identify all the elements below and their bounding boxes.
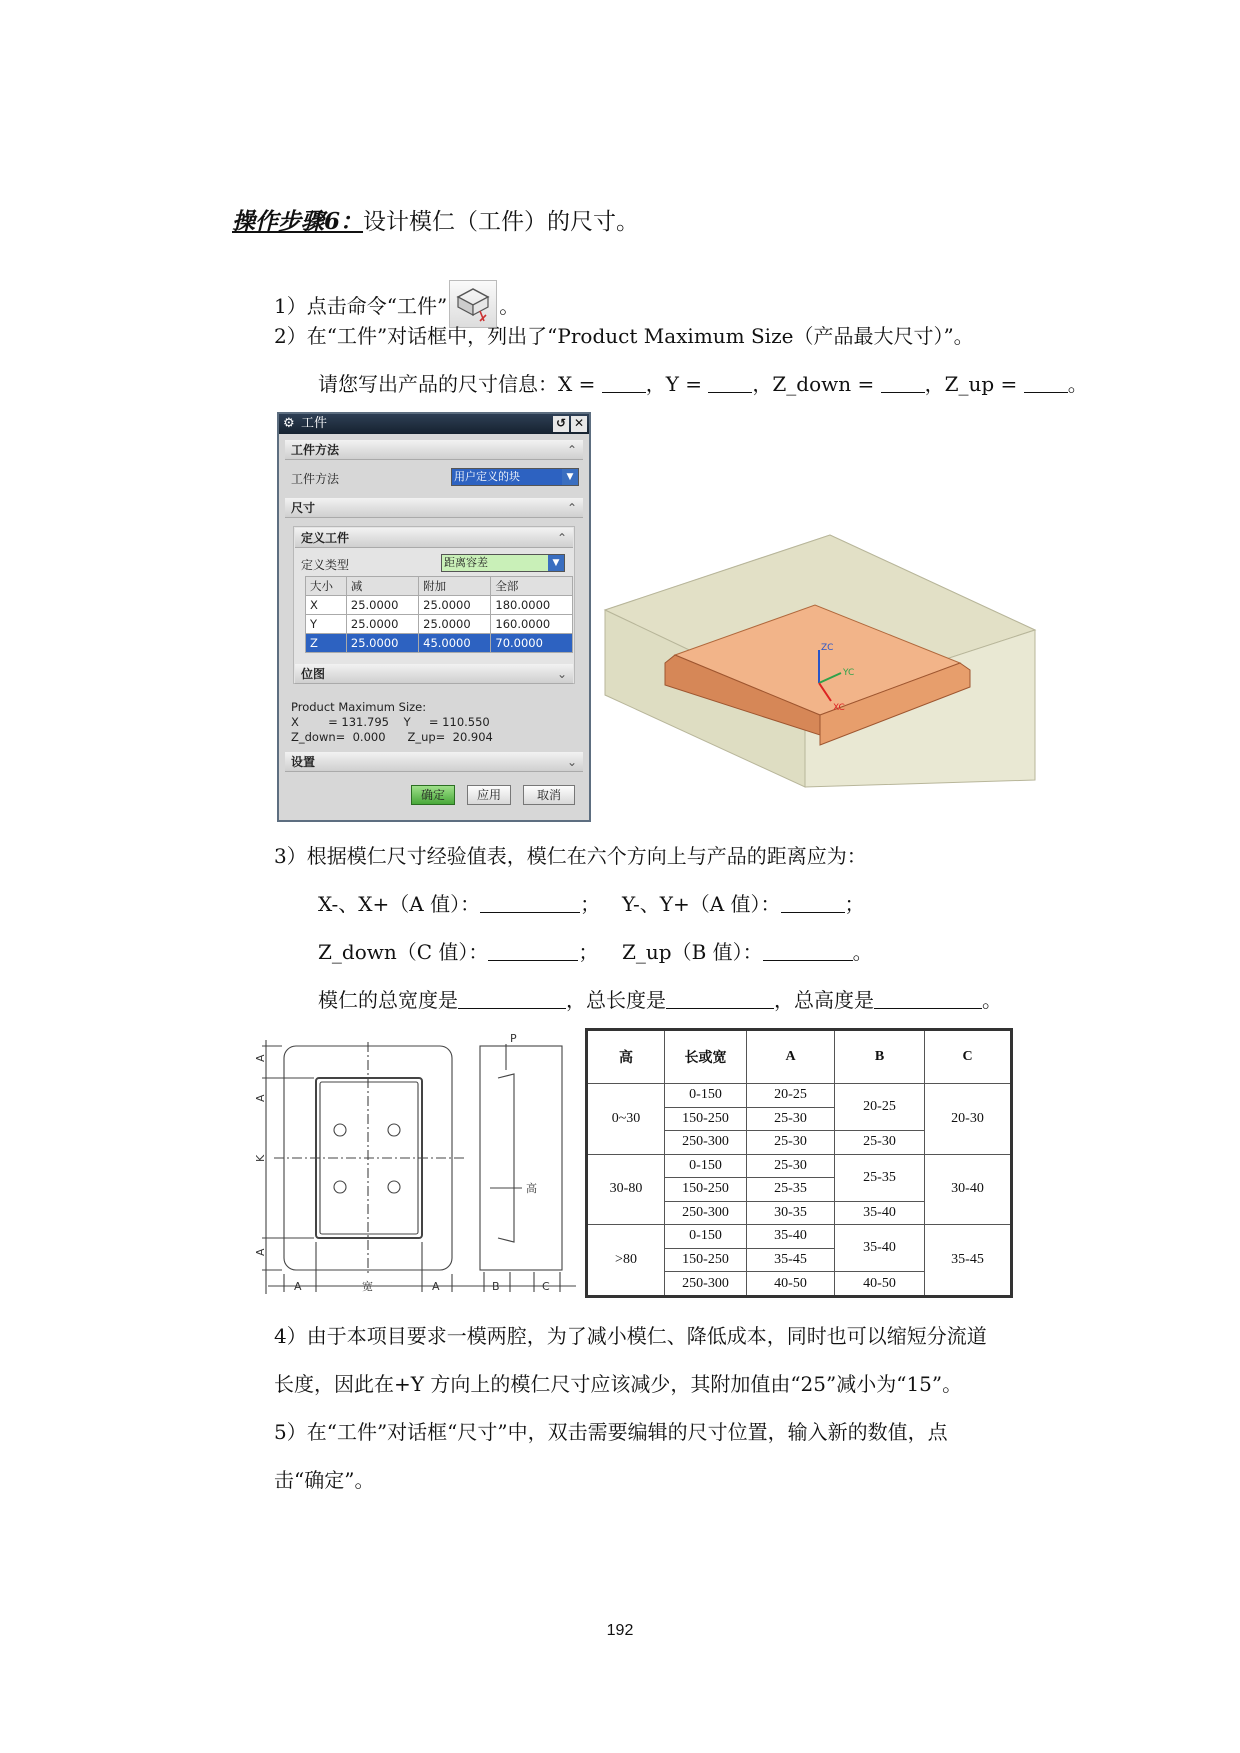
col-header: 高 <box>587 1030 665 1084</box>
chevron-down-icon: ▼ <box>562 469 578 485</box>
table-cell: 25-35 <box>747 1178 835 1202</box>
yc-axis-label: YC <box>843 668 855 678</box>
y-value-blank <box>781 893 845 913</box>
dim-label: K <box>254 1154 267 1162</box>
section-position[interactable] <box>295 664 573 684</box>
table-cell: 150-250 <box>665 1107 747 1131</box>
table-cell: 35-40 <box>835 1225 925 1272</box>
col-header: 长或宽 <box>665 1030 747 1084</box>
step3-a <box>318 890 600 918</box>
section-size[interactable] <box>285 498 583 518</box>
product-max-size <box>291 700 493 745</box>
table-row[interactable] <box>306 596 573 615</box>
table-cell: 35-45 <box>925 1225 1012 1297</box>
table-row <box>587 1225 1012 1249</box>
table-cell: 160.0000 <box>491 615 573 634</box>
table-cell: >80 <box>587 1225 665 1297</box>
prompt-end: 。 <box>1067 372 1088 396</box>
total-length-blank <box>666 989 774 1009</box>
ok-button[interactable]: 确定 <box>411 785 455 805</box>
step3-b <box>622 938 873 966</box>
table-cell: 25-30 <box>835 1131 925 1155</box>
col-header: 大小 <box>306 577 347 596</box>
table-cell: 30-35 <box>747 1201 835 1225</box>
size-table <box>305 576 573 653</box>
workpiece-dialog <box>277 412 591 822</box>
table-cell[interactable]: 25.0000 <box>419 596 491 615</box>
dim-label: C <box>542 1280 550 1293</box>
step5-line1: 5）在“工件”对话框“尺寸”中，双击需要编辑的尺寸位置，输入新的数值，点 <box>274 1420 948 1444</box>
close-icon[interactable]: ✕ <box>571 416 587 432</box>
dim-label: A <box>294 1280 302 1293</box>
zc-axis-label: ZC <box>821 643 834 653</box>
a-blank <box>480 893 580 913</box>
table-cell: 25-30 <box>747 1154 835 1178</box>
a-label: X-、X+（A 值）： <box>318 892 481 916</box>
table-cell: 35-40 <box>835 1201 925 1225</box>
step1-end: 。 <box>499 294 520 318</box>
section-settings[interactable] <box>285 752 583 772</box>
mold-dimension-drawing <box>254 1030 578 1302</box>
a-end: ； <box>580 892 601 916</box>
table-cell: 40-50 <box>747 1272 835 1297</box>
total-width-label: 模仁的总宽度是 <box>318 988 458 1012</box>
table-cell: 0~30 <box>587 1084 665 1155</box>
reset-icon[interactable]: ↺ <box>553 416 569 432</box>
table-cell: Y <box>306 615 347 634</box>
dim-label: A <box>254 1094 267 1102</box>
page-number: 192 <box>606 1622 634 1639</box>
table-cell: 0-150 <box>665 1084 747 1108</box>
y-blank <box>708 373 752 393</box>
zdown-label: ，Z_down = <box>752 372 881 396</box>
table-cell: X <box>306 596 347 615</box>
table-cell: Z <box>306 634 347 653</box>
total-width-blank <box>458 989 566 1009</box>
dialog-titlebar <box>279 414 589 434</box>
dialog-title: 工件 <box>301 416 328 431</box>
chevron-down-icon: ▼ <box>548 555 564 571</box>
table-cell: 0-150 <box>665 1154 747 1178</box>
table-cell: 35-45 <box>747 1248 835 1272</box>
x-label: X = <box>558 372 602 396</box>
chevron-up-icon: ⌃ <box>566 443 577 457</box>
table-cell: 25-30 <box>747 1107 835 1131</box>
table-cell: 180.0000 <box>491 596 573 615</box>
xc-axis-label: XC <box>833 703 845 713</box>
zup-label: ，Z_up = <box>924 372 1024 396</box>
step4-line1: 4）由于本项目要求一模两腔，为了减小模仁、降低成本，同时也可以缩短分流道 <box>274 1324 987 1348</box>
table-cell: 70.0000 <box>491 634 573 653</box>
table-cell: 0-150 <box>665 1225 747 1249</box>
col-header: C <box>925 1030 1012 1084</box>
dim-label: A <box>254 1248 267 1256</box>
dim-label: 宽 <box>362 1280 373 1293</box>
section-method[interactable] <box>285 440 583 460</box>
pms-line1: X = 131.795 Y = 110.550 <box>291 715 490 729</box>
col-header: A <box>747 1030 835 1084</box>
y-label: ，Y = <box>645 372 709 396</box>
table-cell[interactable]: 25.0000 <box>346 615 418 634</box>
table-cell: 20-25 <box>747 1084 835 1108</box>
chevron-up-icon: ⌃ <box>566 501 577 515</box>
col-header: 减 <box>346 577 418 596</box>
chevron-down-icon: ⌄ <box>566 755 577 769</box>
col-header: 全部 <box>491 577 573 596</box>
b-label: Z_up（B 值）： <box>622 940 763 964</box>
table-cell[interactable]: 25.0000 <box>346 596 418 615</box>
table-cell: 40-50 <box>835 1272 925 1297</box>
step-title: 设计模仁（工件）的尺寸。 <box>363 209 640 235</box>
table-row[interactable] <box>306 615 573 634</box>
step-label: 操作步骤6： <box>232 208 364 235</box>
mold-size-reference-table <box>585 1028 1013 1298</box>
workpiece-tool-icon[interactable] <box>449 280 497 328</box>
table-cell: 25-35 <box>835 1154 925 1201</box>
col-header: B <box>835 1030 925 1084</box>
method-label: 工件方法 <box>291 472 340 486</box>
c-end: ； <box>578 940 599 964</box>
section-method-label: 工件方法 <box>291 443 340 457</box>
dim-label: 高 <box>526 1182 537 1195</box>
table-cell: 25-30 <box>747 1131 835 1155</box>
method-value: 用户定义的块 <box>454 470 520 483</box>
chevron-up-icon: ⌃ <box>556 531 567 545</box>
table-cell: 30-40 <box>925 1154 1012 1225</box>
define-workpiece-label: 定义工件 <box>301 531 350 545</box>
table-cell: 250-300 <box>665 1201 747 1225</box>
chevron-down-icon: ⌄ <box>556 667 567 681</box>
pms-line2: Z_down= 0.000 Z_up= 20.904 <box>291 730 493 744</box>
section-position-label: 位图 <box>301 667 326 681</box>
step2-prompt <box>318 370 1088 398</box>
step1-line <box>274 280 519 328</box>
table-row <box>587 1084 1012 1108</box>
apply-button[interactable]: 应用 <box>467 785 511 805</box>
method-dropdown[interactable] <box>451 468 579 486</box>
table-cell: 150-250 <box>665 1178 747 1202</box>
y-value-label: Y-、Y+（A 值）： <box>622 892 781 916</box>
step3-totals <box>318 986 1002 1014</box>
section-define-workpiece[interactable] <box>295 528 573 548</box>
workpiece-3d-view <box>605 535 1035 787</box>
define-type-dropdown[interactable] <box>441 554 565 572</box>
b-blank <box>763 941 853 961</box>
totals-end: 。 <box>982 988 1002 1012</box>
pms-title: Product Maximum Size: <box>291 700 427 714</box>
dim-label: P <box>510 1032 517 1045</box>
table-header <box>587 1030 1012 1084</box>
cancel-button[interactable]: 取消 <box>523 785 575 805</box>
table-cell[interactable]: 45.0000 <box>419 634 491 653</box>
step4-line2: 长度，因此在+Y 方向上的模仁尺寸应该减少，其附加值由“25”减小为“15”。 <box>274 1372 963 1396</box>
table-cell: 250-300 <box>665 1131 747 1155</box>
step-heading <box>232 208 639 236</box>
table-cell[interactable]: 25.0000 <box>419 615 491 634</box>
table-cell: 150-250 <box>665 1248 747 1272</box>
total-length-label: ，总长度是 <box>566 988 666 1012</box>
table-header <box>306 577 573 596</box>
c-blank <box>488 941 578 961</box>
step2-line: 2）在“工件”对话框中，列出了“Product Maximum Size（产品最大尺寸）”。 <box>274 324 974 348</box>
total-height-blank <box>874 989 982 1009</box>
step1-text: 1）点击命令“工件” <box>274 294 448 318</box>
table-cell: 35-40 <box>747 1225 835 1249</box>
step3-y <box>622 890 865 918</box>
total-height-label: ，总高度是 <box>774 988 874 1012</box>
table-row-selected[interactable] <box>306 634 573 653</box>
table-row <box>587 1154 1012 1178</box>
c-label: Z_down（C 值）： <box>318 940 489 964</box>
table-cell: 250-300 <box>665 1272 747 1297</box>
table-cell: 20-25 <box>835 1084 925 1131</box>
section-settings-label: 设置 <box>291 755 316 769</box>
col-header: 附加 <box>419 577 491 596</box>
zdown-blank <box>881 373 925 393</box>
zup-blank <box>1024 373 1068 393</box>
define-type-value: 距离容差 <box>444 556 488 569</box>
dim-label: A <box>254 1054 267 1062</box>
section-size-label: 尺寸 <box>291 501 316 515</box>
prompt-lead: 请您写出产品的尺寸信息： <box>318 372 558 396</box>
define-type-label: 定义类型 <box>301 558 350 572</box>
y-end: ； <box>844 892 865 916</box>
dim-label: A <box>432 1280 440 1293</box>
step3-c <box>318 938 598 966</box>
dim-label: B <box>492 1280 500 1293</box>
b-end: 。 <box>852 940 873 964</box>
x-blank <box>602 373 646 393</box>
table-cell: 30-80 <box>587 1154 665 1225</box>
table-cell: 20-30 <box>925 1084 1012 1155</box>
step5-line2: 击“确定”。 <box>274 1468 375 1492</box>
step3-line: 3）根据模仁尺寸经验值表，模仁在六个方向上与产品的距离应为： <box>274 844 867 868</box>
table-cell[interactable]: 25.0000 <box>346 634 418 653</box>
gear-icon: ⚙ <box>283 416 295 431</box>
